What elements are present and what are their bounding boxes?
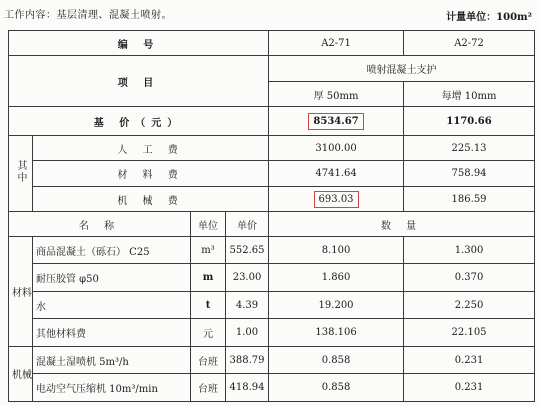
machine-name: 混凝土湿喷机 5m³/h	[33, 346, 191, 374]
material-cost-label: 材 料 费	[33, 161, 269, 186]
project-row	[9, 56, 535, 81]
machine-cost-label: 机 械 费	[33, 186, 269, 211]
machine-qty-a2-72: 0.231	[404, 374, 535, 402]
material-cost-a2-72: 758.94	[404, 161, 535, 186]
machine-price: 388.79	[226, 346, 269, 374]
machine-cost-a2-72: 186.59	[404, 186, 535, 211]
material-price: 4.39	[226, 291, 269, 319]
material-name: 其他材料费	[33, 319, 191, 347]
material-name: 耐压胶管 φ50	[33, 264, 191, 292]
sub-item-per-10: 每增 10mm	[404, 81, 535, 106]
machine-cost-row	[9, 186, 535, 211]
machine-qty-a2-71: 0.858	[269, 346, 404, 374]
material-qty-a2-72: 22.105	[404, 319, 535, 347]
material-group-label: 材料	[9, 236, 33, 346]
machine-price: 418.94	[226, 374, 269, 402]
machine-unit: 台班	[191, 346, 226, 374]
material-qty-a2-72: 2.250	[404, 291, 535, 319]
unit-price-header: 单价	[226, 212, 269, 236]
name-header: 名 称	[9, 212, 191, 236]
base-price-row	[9, 107, 535, 136]
table-row	[9, 291, 535, 319]
quota-table	[8, 30, 535, 402]
material-qty-a2-71: 1.860	[269, 264, 404, 292]
table-row	[9, 236, 535, 264]
code-a2-71: A2-71	[269, 31, 404, 56]
material-unit: m	[191, 264, 226, 292]
material-price: 552.65	[226, 236, 269, 264]
quantity-header: 数 量	[269, 212, 535, 236]
unit-header: 单位	[191, 212, 226, 236]
column-header-row	[9, 212, 535, 236]
base-price-highlight: 8534.67	[308, 113, 363, 130]
measure-unit-text: 计量单位：100m²	[446, 12, 532, 23]
machine-cost-highlight: 693.03	[314, 191, 359, 208]
code-row	[9, 31, 535, 56]
material-qty-a2-71: 138.106	[269, 319, 404, 347]
base-price-a2-72: 1170.66	[404, 107, 535, 136]
material-name: 水	[33, 291, 191, 319]
machine-cost-a2-71	[269, 186, 404, 211]
labor-cost-label: 人 工 费	[33, 135, 269, 160]
sub-item-thick-50: 厚 50mm	[269, 81, 404, 106]
material-price: 1.00	[226, 319, 269, 347]
material-cost-a2-71: 4741.64	[269, 161, 404, 186]
material-qty-a2-72: 1.300	[404, 236, 535, 264]
base-price-label: 基 价（元）	[9, 107, 269, 136]
work-content-text: 工作内容：基层清理、混凝土喷射。	[4, 10, 172, 21]
labor-cost-a2-72: 225.13	[404, 135, 535, 160]
table-row	[9, 374, 535, 402]
project-name: 喷射混凝土支护	[269, 56, 535, 81]
material-unit: 元	[191, 319, 226, 347]
item-label: 项 目	[9, 56, 269, 107]
labor-cost-a2-71: 3100.00	[269, 135, 404, 160]
material-cost-row	[9, 161, 535, 186]
table-row	[9, 264, 535, 292]
labor-cost-row	[9, 135, 535, 160]
machine-group-label: 机械	[9, 346, 33, 401]
machine-qty-a2-71: 0.858	[269, 374, 404, 402]
material-name: 商品混凝土（砾石） C25	[33, 236, 191, 264]
machine-qty-a2-72: 0.231	[404, 346, 535, 374]
machine-unit: 台班	[191, 374, 226, 402]
table-row	[9, 346, 535, 374]
material-qty-a2-71: 19.200	[269, 291, 404, 319]
machine-name: 电动空气压缩机 10m³/min	[33, 374, 191, 402]
material-unit: m³	[191, 236, 226, 264]
of-which-label: 其中	[9, 135, 33, 211]
code-label: 编 号	[9, 31, 269, 56]
base-price-a2-71	[269, 107, 404, 136]
material-price: 23.00	[226, 264, 269, 292]
table-row	[9, 319, 535, 347]
material-unit: t	[191, 291, 226, 319]
material-qty-a2-71: 8.100	[269, 236, 404, 264]
code-a2-72: A2-72	[404, 31, 535, 56]
material-qty-a2-72: 0.370	[404, 264, 535, 292]
